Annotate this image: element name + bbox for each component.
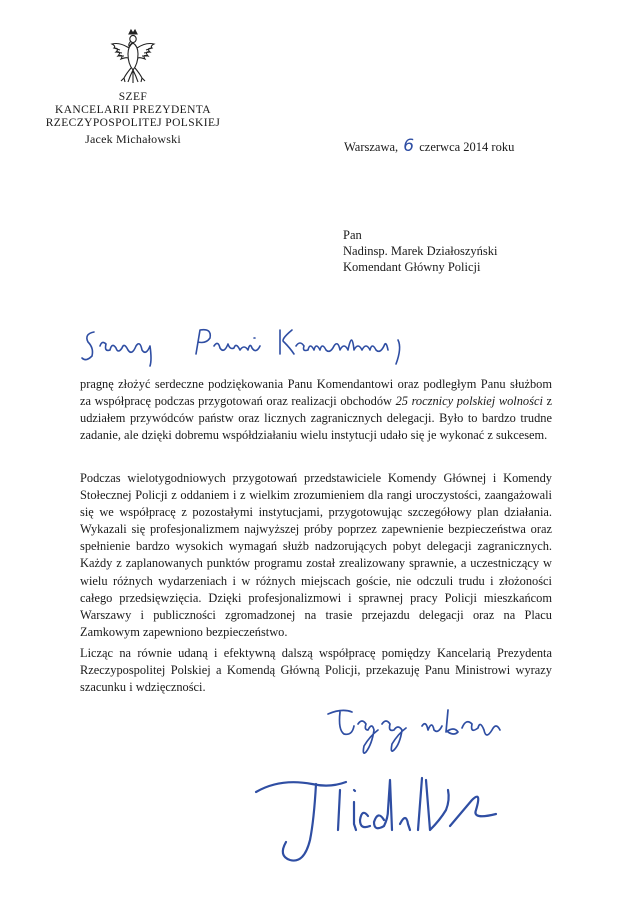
body-paragraph-2: Podczas wielotygodniowych przygotowań przedstawiciele Komendy Głównej i Komendy Stołecznej Policji z oddaniem i z wielkim zrozumieniem dla rangi uroczystości, zaangażowali się we współpracę z pozostałymi instytucjami, przygotowując szczegółowy plan działania. Wykazali się profesjonalizmem najwyższej próby poprzez zapewnienie bezpieczeństwa oraz spełnienie bardzo wysokich wymagań służb nadzorujących pobyt delegacji zagranicznych. Każdy z zaplanowanych punktów programu został zrealizowany sprawnie, a uczestniczący w wielu różnych wydarzeniach i w różnych miejscach goście, nie odczuli trudu i złożoności całego przedsięwzięcia. Dzięki profesjonalizmowi i sprawnej pracy Policji mieszkańcom Warszawy i publiczności zgromadzonej na trasie przejazdu delegacji oraz na Placu Zamkowym zapewniono bezpieczeństwo. — [80, 471, 552, 639]
header-title-line2: KANCELARII PREZYDENTA — [54, 104, 211, 116]
handwritten-signature — [250, 760, 560, 880]
paragraph-1-text-a: pragnę złożyć serdeczne podziękowania Panu Komendantowi oraz podległym Panu służbom za współpracę podczas przygotowań oraz realizacji obchodów — [80, 377, 552, 409]
recipient-line3: Komendant Główny Policji — [343, 260, 481, 274]
body-paragraph-1 — [80, 376, 552, 444]
date-line — [344, 136, 514, 156]
handwritten-salutation — [80, 320, 480, 370]
header-sender-name: Jacek Michałowski — [85, 132, 181, 146]
paragraph-1-emphasis: 25 rocznicy polskiej wolności — [395, 394, 543, 409]
date-city: Warszawa, — [344, 140, 399, 154]
date-day-handwritten: 6 — [403, 136, 415, 156]
body-paragraph-3: Licząc na równie udaną i efektywną dalszą współpracę pomiędzy Kancelarią Prezydenta Rzeczypospolitej Polskiej a Komendą Główną Policji, przekazuję Panu Ministrowi wyrazy szacunku i wdzięczności. — [80, 646, 552, 695]
recipient-line1: Pan — [343, 228, 362, 242]
date-rest: czerwca 2014 roku — [419, 140, 515, 154]
header-title-line3: RZECZYPOSPOLITEJ POLSKIEJ — [45, 117, 221, 129]
paragraph-1-text-b: z udziałem przywódców państw oraz licznych zagranicznych delegacji. Było to bardzo trudne zadanie, ale dzięki dobremu współdziałaniu wielu instytucji udało się je wykonać z sukcesem. — [80, 394, 552, 443]
polish-eagle-emblem — [108, 28, 158, 86]
recipient-line2: Nadinsp. Marek Działoszyński — [343, 244, 498, 258]
header-title-line1: SZEF — [118, 91, 148, 103]
